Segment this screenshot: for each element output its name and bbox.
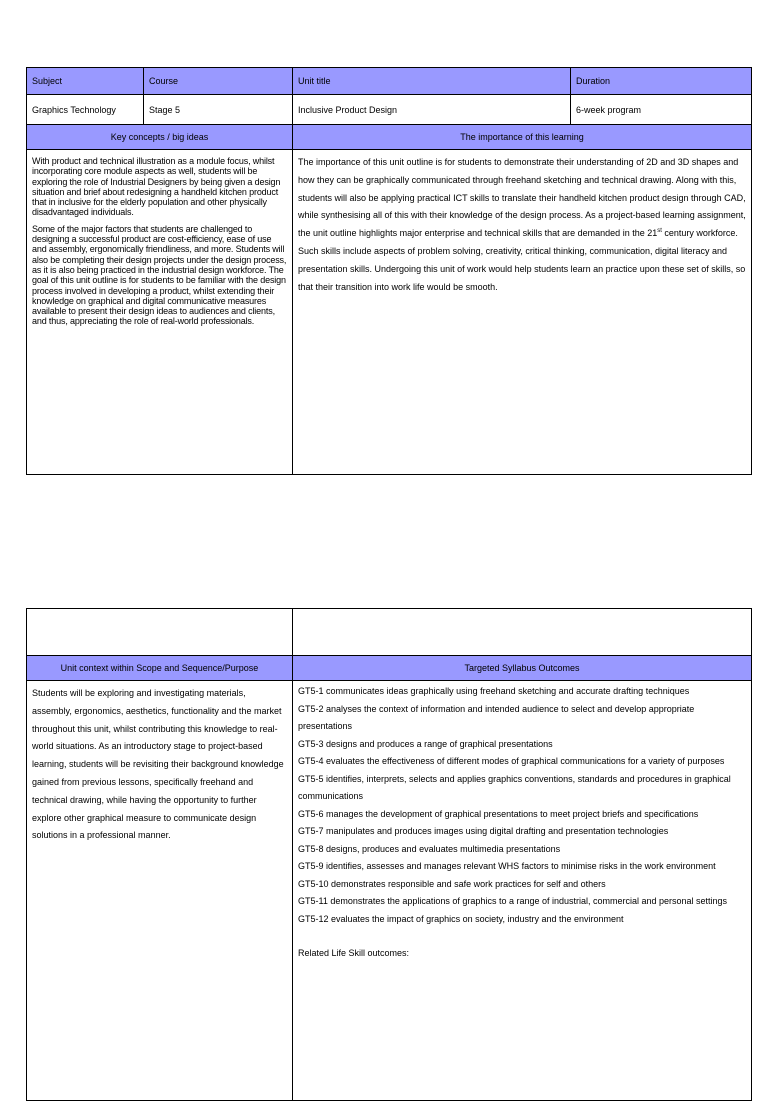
key-concepts-paragraph-2: Some of the major factors that students are challenged to designing a successful product are cost-efficiency, ease of use and assembly, ergonomically friendliness, and more. Students will also be completing their design projects under the design process, as it is also being practiced in the industrial design workforce. The goal of this unit outline is for students to be familiar with the design process involved in developing a product, whilst extending their knowledge on graphical and digital communicative measures available to present their design ideas to audiences and clients, and thus, appreciating the role of real-world professionals.: [32, 223, 287, 327]
blank-line: [298, 928, 746, 945]
subject-header: Subject: [27, 68, 144, 95]
outcome-item: GT5-10 demonstrates responsible and safe work practices for self and others: [298, 878, 606, 889]
unit-title-value: Inclusive Product Design: [293, 95, 571, 125]
key-concepts-cell: [27, 150, 293, 475]
empty-cell-left: [27, 609, 293, 656]
outcome-item: GT5-11 demonstrates the applications of graphics to a range of industrial, commercial and personal settings: [298, 896, 728, 906]
unit-overview-table: [26, 67, 752, 475]
outcome-item: GT5-3 designs and produces a range of graphical presentations: [298, 738, 553, 749]
outcome-item: GT5-7 manipulates and produces images using digital drafting and presentation technologies: [298, 826, 669, 836]
duration-value: 6-week program: [571, 95, 752, 125]
key-concepts-heading: Key concepts / big ideas: [27, 125, 293, 150]
importance-heading: The importance of this learning: [293, 125, 752, 150]
outcome-item: GT5-1 communicates ideas graphically using freehand sketching and accurate drafting techniques: [298, 686, 690, 696]
importance-text-b: century workforce. Such skills include aspects of problem solving, creativity, critical thinking, communication, digital literacy and presentation skills. Undergoing this unit of work would help students learn an practice upon these set of skills, so that their transition into work life would be smooth.: [298, 228, 746, 292]
key-concepts-paragraph-1: With product and technical illustration as a module focus, whilst incorporating core module aspects as well, students will be exploring the role of Industrial Designers by being given a design situation and brief about redesigning a handheld kitchen product that in inclusive for the elderly population and other physically disadvantaged individuals.: [32, 156, 281, 218]
importance-text-a: The importance of this unit outline is for students to demonstrate their understanding of 2D and 3D shapes and how they can be graphically communicated through freehand sketching and technical drawing. Along with this, students will also be applying practical ICT skills to translate their handheld kitchen product design through CAD, while synthesising all of this with their knowledge of the design process. As a project-based learning assignment, the unit outline highlights major enterprise and technical skills that are demanded in the 21: [298, 157, 746, 239]
subject-value: Graphics Technology: [27, 95, 144, 125]
course-value: Stage 5: [144, 95, 293, 125]
related-life-skill-heading: Related Life Skill outcomes:: [298, 948, 410, 958]
outcome-item: GT5-2 analyses the context of information and intended audience to select and develop appropriate presentations: [298, 703, 695, 731]
outcome-item: GT5-5 identifies, interprets, selects and applies graphics conventions, standards and procedures in graphical communications: [298, 773, 731, 801]
course-header: Course: [144, 68, 293, 95]
importance-cell: [293, 150, 752, 475]
outcome-item: GT5-8 designs, produces and evaluates multimedia presentations: [298, 843, 561, 854]
targeted-outcomes-heading: Targeted Syllabus Outcomes: [293, 656, 752, 681]
unit-context-heading: Unit context within Scope and Sequence/Purpose: [27, 656, 293, 681]
unit-context-text: Students will be exploring and investigating materials, assembly, ergonomics, aesthetics, functionality and the market throughout this unit, whilst contributing this knowledge to real-world situations. As an introductory stage to project-based learning, students will be revisiting their background knowledge gained from previous lessons, specifically freehand and technical drawing, while having the opportunity to further explore other graphical measure to communicate design solutions in a professional manner.: [32, 688, 284, 841]
scope-outcomes-table: [26, 608, 752, 1101]
outcome-item: GT5-4 evaluates the effectiveness of different modes of graphical communications for a variety of purposes: [298, 756, 725, 766]
empty-cell-right: [293, 609, 752, 656]
outcome-item: GT5-12 evaluates the impact of graphics on society, industry and the environment: [298, 913, 624, 924]
outcomes-cell: [293, 681, 752, 1101]
duration-header: Duration: [571, 68, 752, 95]
outcome-item: GT5-6 manages the development of graphical presentations to meet project briefs and specifications: [298, 808, 699, 819]
importance-paragraph: [298, 154, 746, 296]
importance-ordinal-suffix: st: [657, 228, 662, 235]
unit-context-cell: [27, 681, 293, 1101]
outcome-item: GT5-9 identifies, assesses and manages relevant WHS factors to minimise risks in the work environment: [298, 861, 716, 871]
unit-title-header: Unit title: [293, 68, 571, 95]
